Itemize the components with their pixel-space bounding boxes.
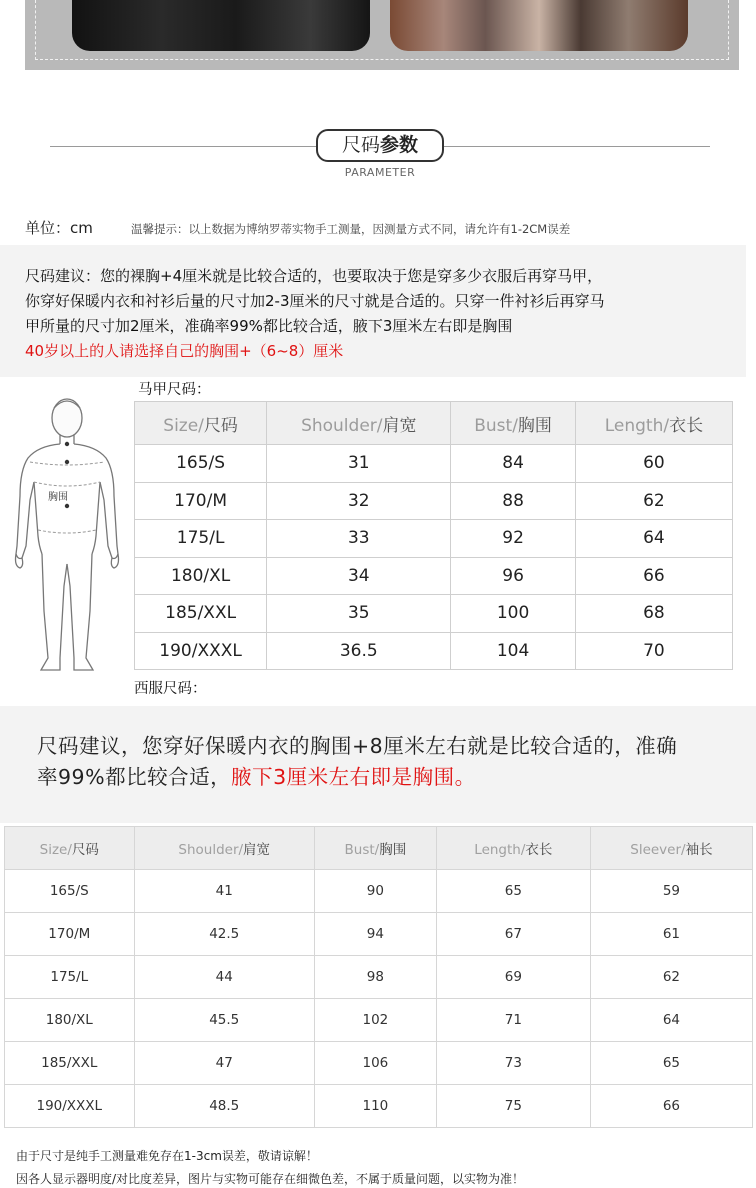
table-row: 175/L 33 92 64	[135, 520, 733, 558]
product-photo-right	[390, 0, 688, 51]
figure-bust-label: 胸围	[48, 492, 68, 503]
table-header-row	[135, 402, 733, 445]
header-bust: Bust/胸围	[314, 827, 436, 870]
footer-note-measurement: 由于尺寸是纯手工测量难免存在1-3cm误差，敬请谅解！	[16, 1149, 318, 1163]
vest-size-label: 马甲尺码：	[138, 382, 211, 398]
header-length: Length/衣长	[575, 402, 732, 445]
header-size: Size/尺码	[5, 827, 135, 870]
footer-note-color: 因各人显示器明度/对比度差异，图片与实物可能存在细微色差，不属于质量问题，以实物为准！	[16, 1172, 525, 1186]
header-sleeve: Sleever/袖长	[590, 827, 752, 870]
table-header-row	[5, 827, 753, 870]
table-row: 170/M 32 88 62	[135, 482, 733, 520]
header-length: Length/衣长	[436, 827, 590, 870]
suit-advice-line: 尺码建议，您穿好保暖内衣的胸围+8厘米左右就是比较合适的，准确	[37, 734, 678, 758]
table-row: 165/S 41 90 65 59	[5, 870, 753, 913]
vest-advice-line: 你穿好保暖内衣和衬衫后量的尺寸加2-3厘米的尺寸就是合适的。只穿一件衬衫后再穿马	[25, 292, 605, 310]
body-outline-icon	[8, 396, 126, 680]
header-bust: Bust/胸围	[451, 402, 575, 445]
unit-label: 单位：cm	[25, 219, 93, 237]
section-title-bold: 参数	[380, 134, 419, 156]
title-rule-right	[444, 146, 710, 147]
vest-size-advice	[0, 245, 746, 377]
section-subtitle: PARAMETER	[344, 166, 416, 179]
title-rule-left	[50, 146, 316, 147]
section-title	[316, 129, 444, 162]
table-row: 170/M 42.5 94 67 61	[5, 913, 753, 956]
section-title-normal: 尺码	[341, 134, 380, 156]
top-banner	[25, 0, 739, 70]
header-shoulder: Shoulder/肩宽	[134, 827, 314, 870]
table-row: 175/L 44 98 69 62	[5, 956, 753, 999]
table-row: 185/XXL 35 100 68	[135, 595, 733, 633]
vest-advice-red-note: 40岁以上的人请选择自己的胸围+（6~8）厘米	[25, 342, 344, 360]
vest-advice-line: 甲所量的尺寸加2厘米，准确率99%都比较合适，腋下3厘米左右即是胸围	[25, 317, 513, 335]
table-row: 190/XXXL 48.5 110 75 66	[5, 1085, 753, 1128]
product-photo-left	[72, 0, 370, 51]
table-row: 165/S 31 84 60	[135, 445, 733, 483]
suit-advice-line: 率99%都比较合适，腋下3厘米左右即是胸围。	[37, 765, 476, 789]
table-row: 190/XXXL 36.5 104 70	[135, 632, 733, 670]
vest-advice-line: 尺码建议：您的裸胸+4厘米就是比较合适的，也要取决于您是穿多少衣服后再穿马甲，	[25, 267, 603, 285]
vest-size-table	[134, 401, 733, 670]
suit-size-table	[4, 826, 753, 1128]
table-row: 180/XL 45.5 102 71 64	[5, 999, 753, 1042]
body-measurement-figure	[8, 396, 126, 680]
measurement-hint: 温馨提示：以上数据为博纳罗蒂实物手工测量，因测量方式不同，请允许有1-2CM误差	[131, 222, 571, 236]
table-row: 185/XXL 47 106 73 65	[5, 1042, 753, 1085]
header-size: Size/尺码	[135, 402, 267, 445]
suit-size-label: 西服尺码：	[134, 681, 207, 697]
suit-size-advice	[0, 706, 756, 823]
header-shoulder: Shoulder/肩宽	[267, 402, 451, 445]
table-row: 180/XL 34 96 66	[135, 557, 733, 595]
suit-advice-red-note: 腋下3厘米左右即是胸围。	[231, 765, 476, 789]
